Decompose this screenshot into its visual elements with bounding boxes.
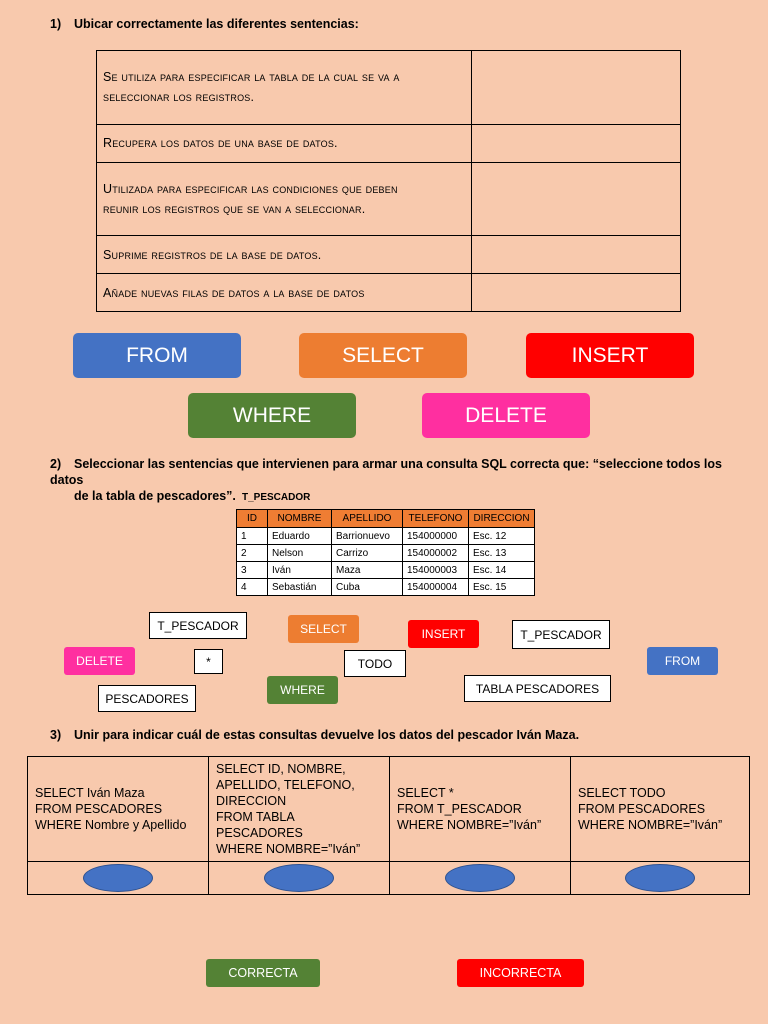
answer-drop-cell[interactable] <box>472 51 681 125</box>
query-cell: SELECT Iván Maza FROM PESCADORES WHERE Nombre y Apellido <box>28 757 209 862</box>
incorrecta-button[interactable]: INCORRECTA <box>457 959 584 987</box>
option-t-pescador-1[interactable]: T_PESCADOR <box>149 612 247 639</box>
delete-button[interactable]: DELETE <box>422 393 590 438</box>
from-button[interactable]: FROM <box>73 333 241 378</box>
col-header: DIRECCION <box>469 510 535 528</box>
option-todo[interactable]: TODO <box>344 650 406 677</box>
table-name: T_PESCADOR <box>242 492 311 503</box>
section2-heading <box>50 456 750 504</box>
query-cell: SELECT * FROM T_PESCADOR WHERE NOMBRE=”Iván” <box>390 757 571 862</box>
query-cell: SELECT TODO FROM PESCADORES WHERE NOMBRE=”Iván” <box>571 757 750 862</box>
option-asterisk[interactable]: * <box>194 649 223 674</box>
pescador-table <box>236 509 535 596</box>
section2-title-line1: Seleccionar las sentencias que intervienen para armar una consulta SQL correcta que: “seleccione todos los datos <box>50 457 722 487</box>
statement-description: Utilizada para especificar las condiciones que deben reunir los registros que se van a seleccionar. <box>97 162 472 236</box>
col-header: NOMBRE <box>268 510 332 528</box>
statement-row <box>97 51 681 125</box>
statement-row <box>97 162 681 236</box>
connectors-row <box>28 862 750 895</box>
statement-row <box>97 124 681 162</box>
section2-title-line2: de la tabla de pescadores”. <box>74 489 236 503</box>
query-cell: SELECT ID, NOMBRE, APELLIDO, TELEFONO, DIRECCION FROM TABLA PESCADORES WHERE NOMBRE=”Iván” <box>209 757 390 862</box>
section1-number: 1) <box>50 17 62 31</box>
option-tabla-pescadores[interactable]: TABLA PESCADORES <box>464 675 611 702</box>
answer-drop-cell[interactable] <box>472 236 681 274</box>
col-header: ID <box>237 510 268 528</box>
connector-oval[interactable] <box>83 864 153 892</box>
statements-table <box>96 50 681 312</box>
connector-cell <box>209 862 390 895</box>
where-button[interactable]: WHERE <box>188 393 356 438</box>
queries-row <box>28 757 750 862</box>
section3-heading <box>50 728 579 742</box>
option-from-chip[interactable]: FROM <box>647 647 718 675</box>
connector-cell <box>571 862 750 895</box>
answer-drop-cell[interactable] <box>472 162 681 236</box>
statement-description: Suprime registros de la base de datos. <box>97 236 472 274</box>
statement-row <box>97 274 681 312</box>
insert-button[interactable]: INSERT <box>526 333 694 378</box>
connector-oval[interactable] <box>625 864 695 892</box>
answer-drop-cell[interactable] <box>472 274 681 312</box>
connector-cell <box>390 862 571 895</box>
correcta-button[interactable]: CORRECTA <box>206 959 320 987</box>
connector-oval[interactable] <box>264 864 334 892</box>
section3-number: 3) <box>50 728 62 742</box>
answer-drop-cell[interactable] <box>472 124 681 162</box>
table-row: 2 Nelson Carrizo 154000002 Esc. 13 <box>237 545 535 562</box>
option-pescadores[interactable]: PESCADORES <box>98 685 196 712</box>
statement-description: Añade nuevas filas de datos a la base de datos <box>97 274 472 312</box>
statement-description: Se utiliza para especificar la tabla de la cual se va a seleccionar los registros. <box>97 51 472 125</box>
option-select-chip[interactable]: SELECT <box>288 615 359 643</box>
table-row: 4 Sebastián Cuba 154000004 Esc. 15 <box>237 579 535 596</box>
option-delete-chip[interactable]: DELETE <box>64 647 135 675</box>
table-row: 1 Eduardo Barrionuevo 154000000 Esc. 12 <box>237 528 535 545</box>
select-button[interactable]: SELECT <box>299 333 467 378</box>
section1-heading <box>50 17 359 31</box>
section3-title: Unir para indicar cuál de estas consultas devuelve los datos del pescador Iván Maza. <box>74 728 580 742</box>
option-t-pescador-2[interactable]: T_PESCADOR <box>512 620 610 649</box>
connector-cell <box>28 862 209 895</box>
connector-oval[interactable] <box>445 864 515 892</box>
option-where-chip[interactable]: WHERE <box>267 676 338 704</box>
section1-title: Ubicar correctamente las diferentes sentencias: <box>74 17 359 31</box>
statement-description: Recupera los datos de una base de datos. <box>97 124 472 162</box>
table-header-row <box>237 510 535 528</box>
option-insert-chip[interactable]: INSERT <box>408 620 479 648</box>
col-header: APELLIDO <box>332 510 403 528</box>
col-header: TELEFONO <box>403 510 469 528</box>
statement-row <box>97 236 681 274</box>
table-row: 3 Iván Maza 154000003 Esc. 14 <box>237 562 535 579</box>
section2-number: 2) <box>50 457 62 471</box>
queries-table <box>27 756 750 895</box>
